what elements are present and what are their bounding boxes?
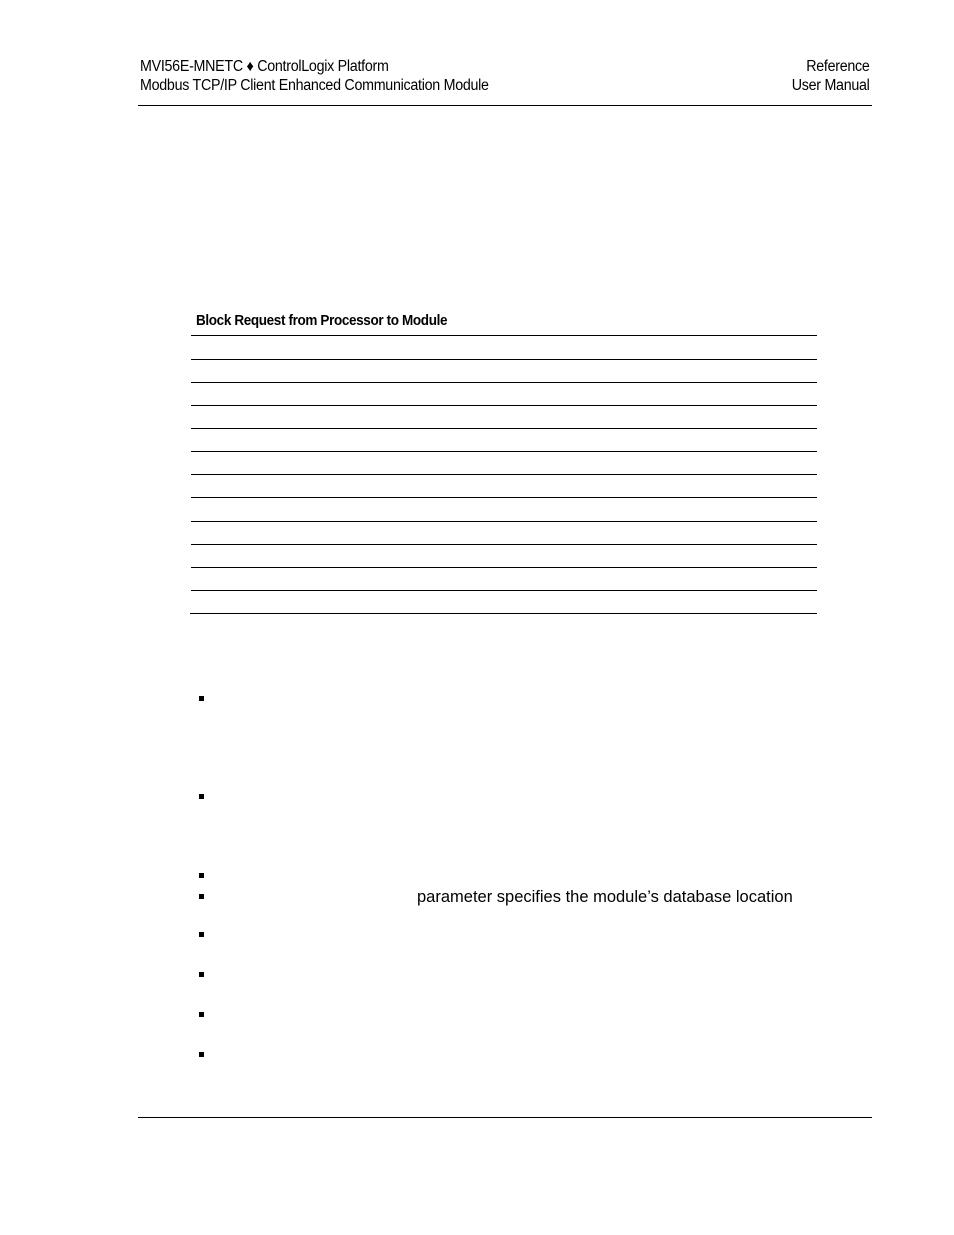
bullet-icon	[199, 696, 204, 701]
list-item	[199, 692, 819, 712]
list-item-text: parameter specifies the module’s database location	[417, 888, 793, 906]
header-section: Reference	[806, 58, 870, 75]
bullet-icon	[199, 972, 204, 977]
footer-divider	[138, 1117, 872, 1118]
list-item	[199, 968, 819, 988]
header-product-title: MVI56E-MNETC ♦ ControlLogix Platform	[140, 58, 389, 75]
bullet-icon	[199, 794, 204, 799]
list-item	[199, 928, 819, 948]
list-item	[199, 869, 819, 889]
bullet-icon	[199, 932, 204, 937]
list-item	[199, 1008, 819, 1028]
header-doc-type: User Manual	[792, 77, 870, 94]
list-item	[199, 790, 819, 810]
bullet-icon	[199, 873, 204, 878]
bullet-icon	[199, 1012, 204, 1017]
list-item	[199, 890, 819, 910]
header-module-title: Modbus TCP/IP Client Enhanced Communication Module	[140, 77, 489, 94]
table-caption: Block Request from Processor to Module	[196, 312, 448, 329]
bullet-icon	[199, 1052, 204, 1057]
list-item	[199, 1048, 819, 1068]
bullet-icon	[199, 894, 204, 899]
